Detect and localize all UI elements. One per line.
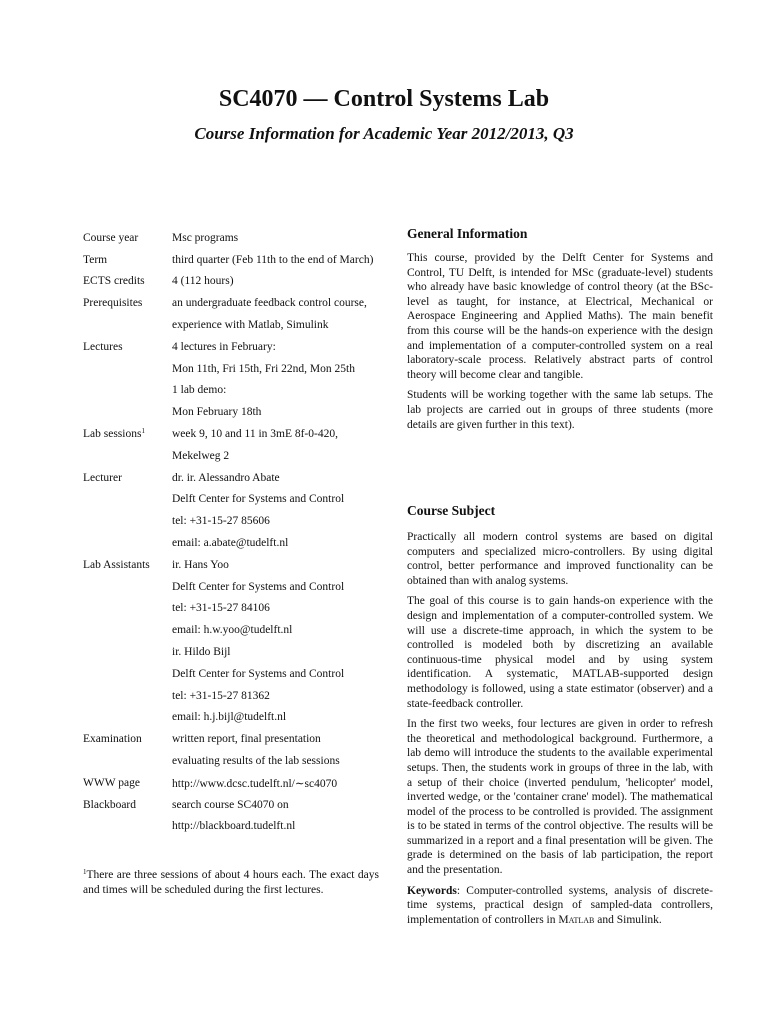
info-row: [83, 794, 398, 816]
info-row: [83, 271, 398, 293]
course-subject-section: [407, 503, 713, 519]
general-information-paragraph-2: Students will be working together with the same lab setups. The lab projects are carried out in groups of three students (more details are given further in this text).: [407, 389, 713, 431]
info-label-text: Lectures: [83, 340, 123, 353]
info-value: experience with Matlab, Simulink: [172, 319, 329, 332]
course-info-table: [83, 227, 398, 837]
info-row: [83, 401, 398, 423]
info-row: [83, 445, 398, 467]
info-value: email: h.w.yoo@tudelft.nl: [172, 624, 293, 637]
info-label-text: ECTS credits: [83, 275, 145, 288]
info-label: [83, 341, 172, 353]
info-value: an undergraduate feedback control course,: [172, 297, 367, 310]
general-information-body: [407, 251, 713, 432]
info-value: dr. ir. Alessandro Abate: [172, 471, 280, 484]
info-value: third quarter (Feb 11th to the end of March): [172, 253, 374, 266]
info-row: [83, 619, 398, 641]
general-information-section: [407, 226, 713, 242]
info-label: [83, 799, 172, 811]
info-row: [83, 510, 398, 532]
info-row: [83, 707, 398, 729]
footnote-mark: 1: [83, 868, 87, 876]
info-value: email: a.abate@tudelft.nl: [172, 537, 289, 550]
info-row: [83, 641, 398, 663]
info-value: Delft Center for Systems and Control: [172, 580, 345, 593]
info-label-text: Term: [83, 253, 108, 266]
info-label: [83, 297, 172, 309]
info-value: ir. Hans Yoo: [172, 558, 229, 571]
info-row: [83, 598, 398, 620]
keywords-end: and Simulink.: [594, 913, 662, 926]
info-value: Delft Center for Systems and Control: [172, 667, 345, 680]
info-value: Mon February 18th: [172, 406, 262, 419]
general-information-heading: General Information: [407, 226, 528, 241]
info-label-text: Examination: [83, 733, 142, 746]
info-value: search course SC4070 on: [172, 798, 289, 811]
info-value: http://blackboard.tudelft.nl: [172, 820, 296, 833]
info-row: [83, 750, 398, 772]
info-label-text: WWW page: [83, 776, 140, 789]
footnote: [83, 868, 379, 897]
info-row: [83, 467, 398, 489]
info-row: [83, 728, 398, 750]
info-label: [83, 232, 172, 244]
info-value: written report, final presentation: [172, 733, 321, 746]
info-row: [83, 249, 398, 271]
info-label-text: Lab Assistants: [83, 558, 150, 571]
info-row: [83, 336, 398, 358]
info-value: Msc programs: [172, 231, 239, 244]
info-label: [83, 733, 172, 745]
footnote-text: There are three sessions of about 4 hours each. The exact days and times will be scheduled during the first lectures.: [83, 869, 379, 896]
info-label: [83, 254, 172, 266]
info-value: 4 (112 hours): [172, 275, 234, 288]
info-label-text: Blackboard: [83, 798, 137, 811]
info-label-text: Course year: [83, 231, 139, 244]
course-subject-body: [407, 530, 713, 927]
info-value: tel: +31-15-27 85606: [172, 515, 270, 528]
course-subject-paragraph-1: Practically all modern control systems are based on digital computers and specialized micro-controllers. By using digital control, better performance and improved functionality can be obtained than with analog systems.: [407, 531, 713, 587]
keywords-paragraph: [407, 884, 713, 928]
info-label-text: Lab sessions: [83, 428, 142, 441]
info-row: [83, 489, 398, 511]
info-label: [83, 275, 172, 287]
info-value: tel: +31-15-27 81362: [172, 689, 270, 702]
info-row: [83, 227, 398, 249]
info-value: Delft Center for Systems and Control: [172, 493, 345, 506]
info-value: Mekelweg 2: [172, 449, 230, 462]
keywords-text: : Computer-controlled systems, analysis of discrete-time systems, practical design of sampled-data controllers, implementation of controllers in: [407, 884, 713, 926]
info-value: Mon 11th, Fri 15th, Fri 22nd, Mon 25th: [172, 362, 355, 375]
info-label-text: Prerequisites: [83, 297, 143, 310]
info-label: [83, 428, 172, 440]
info-value: http://www.dcsc.tudelft.nl/∼sc4070: [172, 777, 338, 790]
info-row: [83, 292, 398, 314]
document-subtitle: Course Information for Academic Year 2012/2013, Q3: [194, 124, 574, 143]
footnote-ref: 1: [141, 427, 145, 436]
info-label-text: Lecturer: [83, 471, 122, 484]
info-row: [83, 423, 398, 445]
document-title: SC4070 — Control Systems Lab: [218, 86, 550, 112]
info-value: ir. Hildo Bijl: [172, 646, 231, 659]
info-value: tel: +31-15-27 84106: [172, 602, 270, 615]
info-value: evaluating results of the lab sessions: [172, 755, 340, 768]
info-row: [83, 576, 398, 598]
course-subject-paragraph-2: The goal of this course is to gain hands-on experience with the design and implementation of a computer-controlled system. We will use a discrete-time approach, in which the system to be controlled is modeled both by discretizing an available continuous-time physical model and by using system identification. A systematic, MATLAB-supported design methodology is followed, using a state estimator (observer) and a state-feedback controller.: [407, 595, 713, 710]
info-value: 1 lab demo:: [172, 384, 227, 397]
info-value: week 9, 10 and 11 in 3mE 8f-0-420,: [172, 428, 338, 441]
info-row: [83, 380, 398, 402]
keywords-label: Keywords: [407, 884, 457, 897]
info-row: [83, 358, 398, 380]
info-label: [83, 777, 172, 789]
info-row: [83, 772, 398, 794]
info-value: email: h.j.bijl@tudelft.nl: [172, 711, 287, 724]
info-row: [83, 685, 398, 707]
course-subject-heading: Course Subject: [407, 503, 496, 518]
info-value: 4 lectures in February:: [172, 340, 276, 353]
info-row: [83, 554, 398, 576]
info-label: [83, 472, 172, 484]
keywords-matlab: Matlab: [558, 913, 595, 926]
info-label: [83, 559, 172, 571]
info-row: [83, 816, 398, 838]
info-row: [83, 663, 398, 685]
general-information-paragraph-1: This course, provided by the Delft Center for Systems and Control, TU Delft, is intended for MSc (graduate-level) students who already have basic knowledge of control theory (at the BSc-level as taught, for instance, at Electrical, Mechanical or Aerospace Engineering and Applied Maths). The main benefit from this course will be the hands-on experience with the design and implementation of a computer-controlled system on a real laboratory-scale process. Relatively abstract parts of control theory will become clear and tangible.: [407, 252, 713, 381]
course-subject-paragraph-3: In the first two weeks, four lectures are given in order to refresh the theoretical and methodological background. Furthermore, a lab demo will introduce the students to the available experimental setups. Then, the students work in groups of three in the lab, with a setup of their choice (inverted pendulum, 'helicopter' model, inverted wedge, or the 'container crane' model). The mathematical model of the process to be controlled is provided. The assignment is to be stated in terms of the control objective. The results will be summarized in a report and a final presentation will be given. The grade is determined on the basis of lab participation, the report and the presentation.: [407, 718, 713, 877]
info-row: [83, 532, 398, 554]
info-row: [83, 314, 398, 336]
